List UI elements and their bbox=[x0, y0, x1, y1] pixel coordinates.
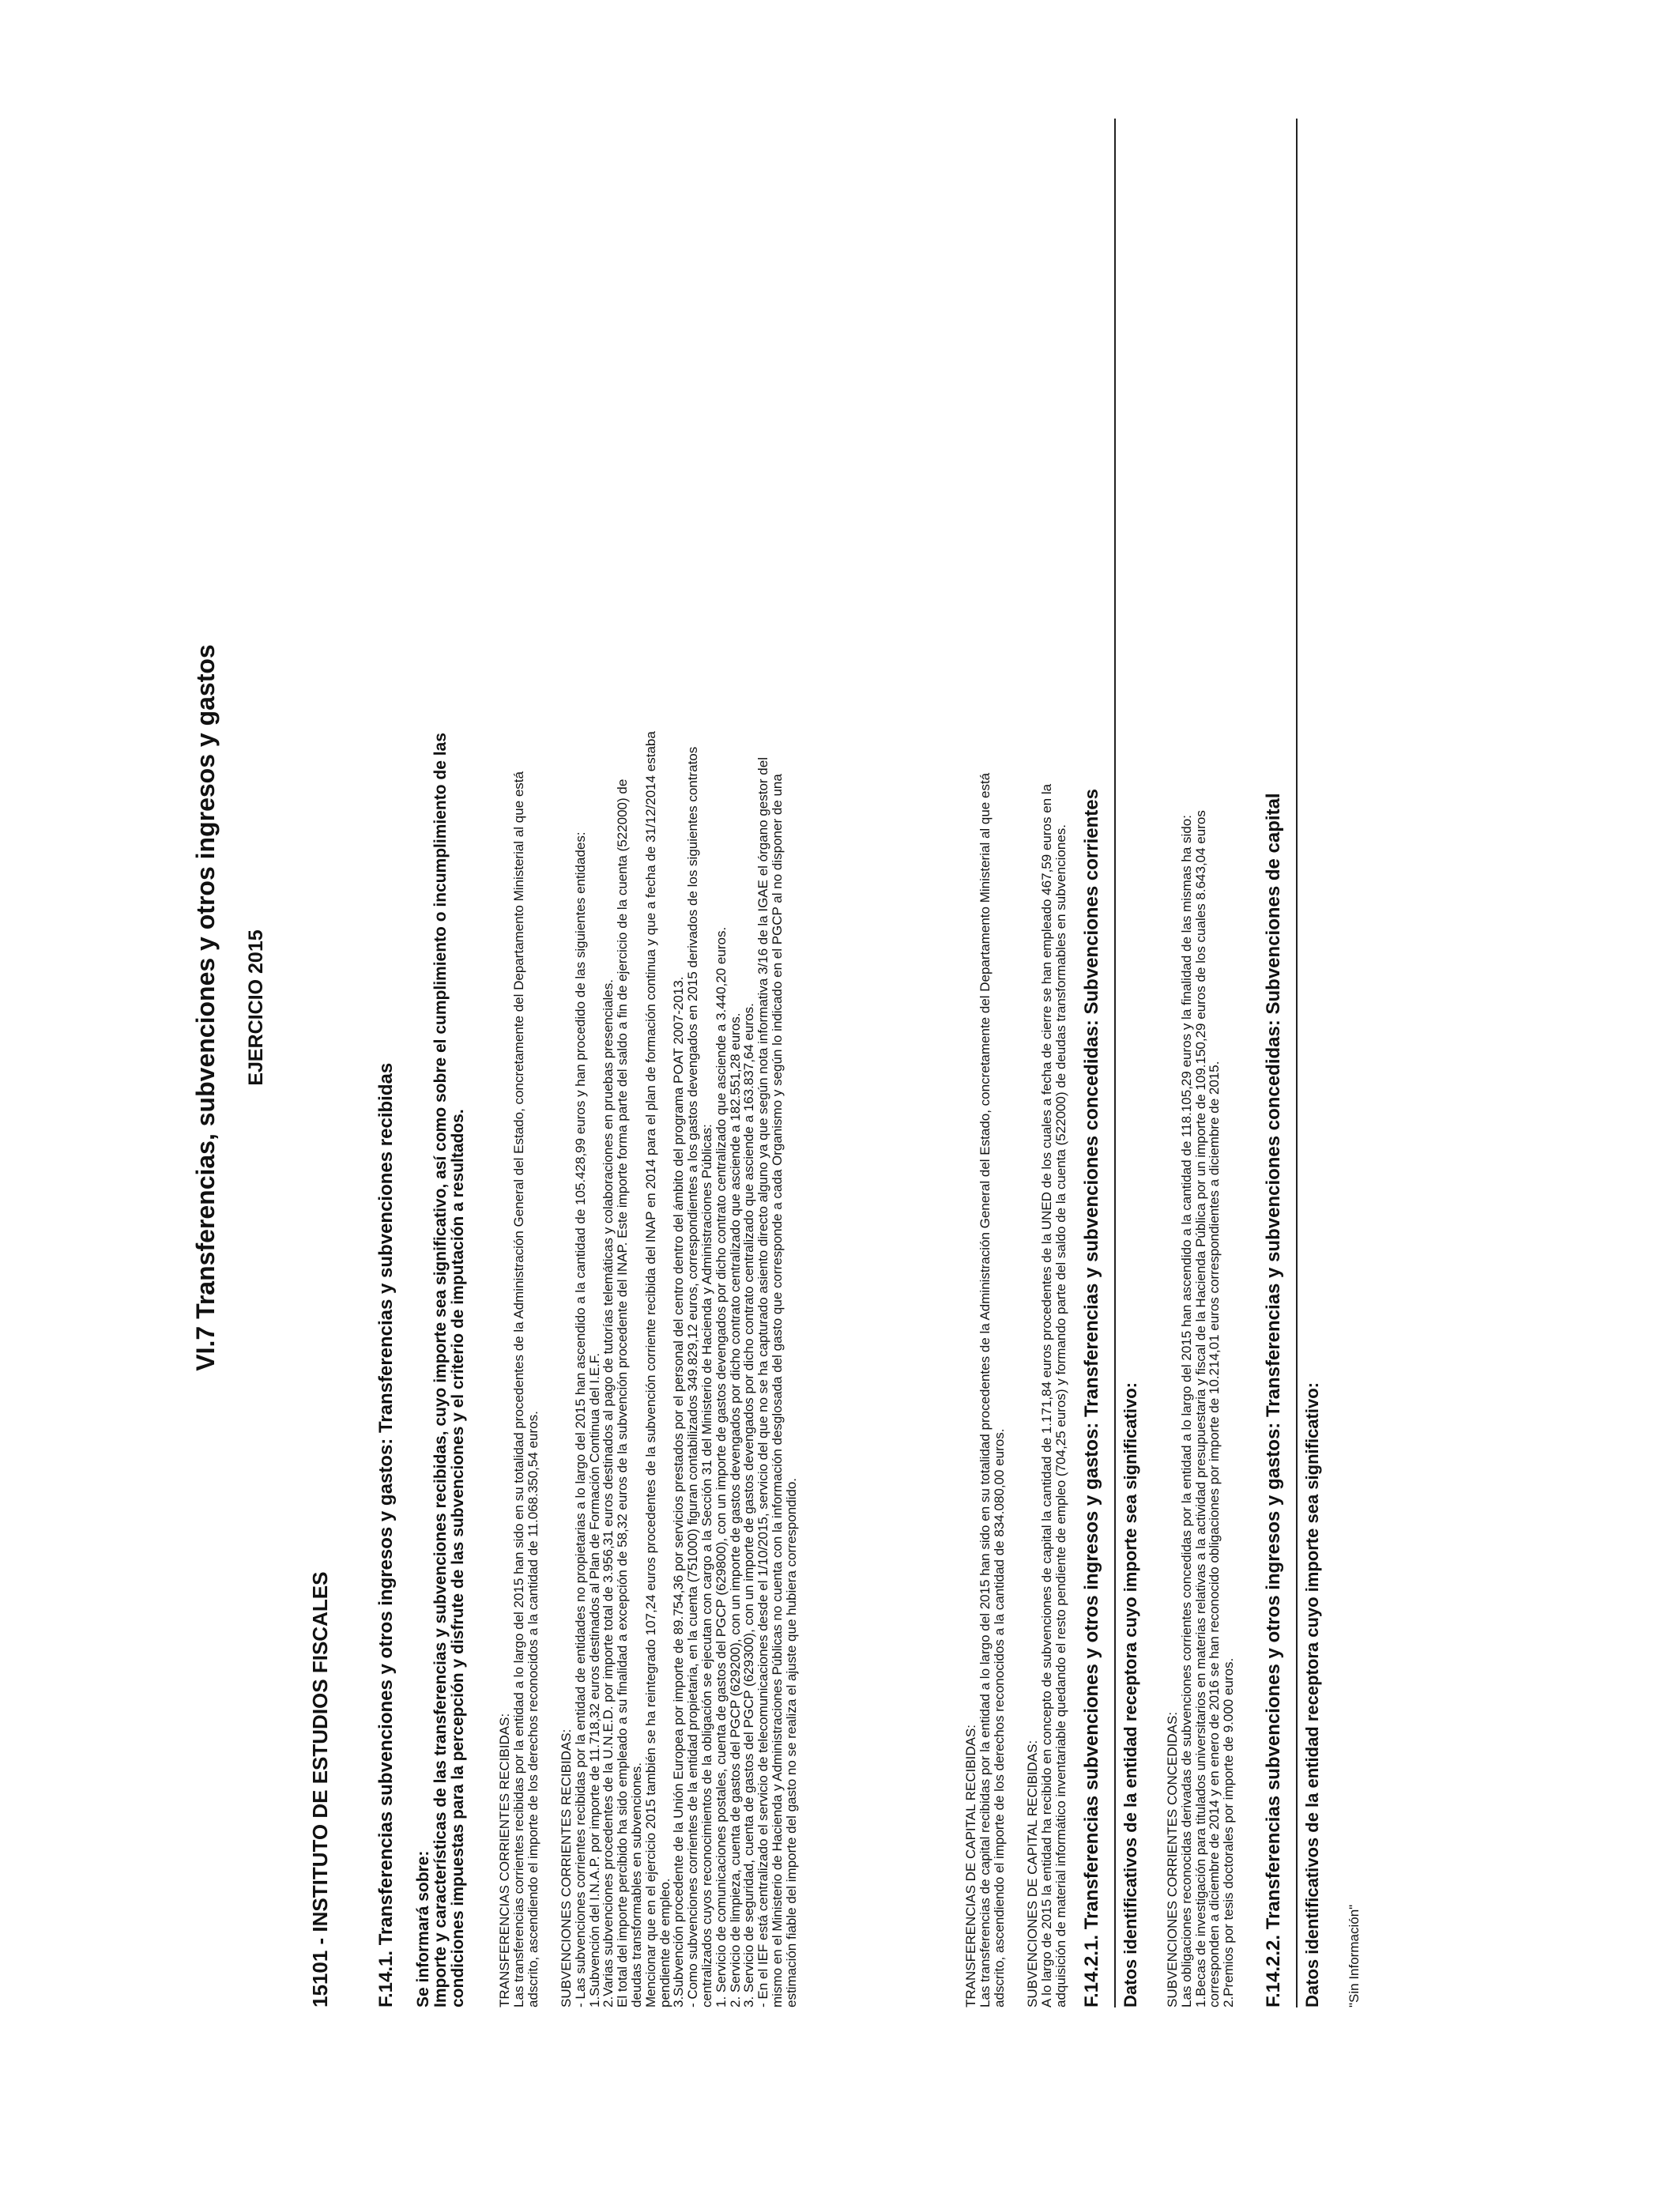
f1421-heading: F.14.2.1. Transferencias subvenciones y otros ingresos y gastos: Transferencias y subvenciones concedidas: Subvenciones corrientes bbox=[1081, 789, 1102, 2007]
inform-label: Se informará sobre: bbox=[414, 1850, 432, 2007]
inform-block bbox=[415, 103, 467, 2007]
entity-heading: 15101 - INSTITUTO DE ESTUDIOS FISCALES bbox=[308, 1571, 332, 2007]
scr-line: deudas transformables en subvenciones. bbox=[628, 1762, 644, 2007]
scr-label: SUBVENCIONES CORRIENTES RECIBIDAS: bbox=[559, 1728, 574, 2007]
scr-line: 2. Servicio de limpieza, cuenta de gastos del PGCP (629200), con un importe de gastos devengados por dicho contrato centralizado que asciende a 182.551,28 euros. bbox=[727, 1012, 743, 2007]
scr-line: - En el IEF está centralizado el servicio de telecomunicaciones desde el 1/10/2015, servicio del que no se ha capturado asiento directo alguno ya que según nota informativa 3/16 de la IGAE el órgano gestor del bbox=[755, 757, 771, 2007]
scr-line: mismo en el Ministerio de Hacienda y Administraciones Públicas no cuenta con la información desglosada del gasto que corresponde a cada Organismo y según lo indicado en el PGCP al no disponer de una bbox=[769, 774, 785, 2007]
scc-block bbox=[1166, 103, 1236, 2007]
tkr-label: TRANSFERENCIAS DE CAPITAL RECIBIDAS: bbox=[963, 1724, 978, 2007]
scr-line: estimación fiable del importe del gasto no se realiza el ajuste que hubiera correspondido. bbox=[783, 1477, 799, 2007]
rotated-page bbox=[158, 8, 1501, 2007]
ejercicio-label: EJERCICIO 2015 bbox=[245, 929, 267, 1086]
inform-line: Importe y características de las transferencias y subvenciones recibidas, cuyo importe sea significativo, así como sobre el cumplimiento o incumplimiento de las bbox=[431, 733, 450, 2007]
skr-text: adquisición de material informático inventariable quedando el resto pendiente de empleo (704,25 euros) y formando parte del saldo de la cuenta (522000) de deudas transformables en subvenciones. bbox=[1053, 824, 1068, 2007]
f141-heading: F.14.1. Transferencias subvenciones y otros ingresos y gastos: Transferencias y subvenciones recibidas bbox=[375, 1062, 397, 2007]
section-divider bbox=[1114, 119, 1116, 2007]
scr-line: 2.Varias subvenciones procedentes de la U.N.E.D. por importe total de 3.956,31 euros destinados al pago de tutorías telemáticas y colaboraciones en pruebas presenciales. bbox=[601, 979, 616, 2007]
skr-label: SUBVENCIONES DE CAPITAL RECIBIDAS: bbox=[1025, 1740, 1040, 2007]
scr-line: 3.Subvención procedente de la Unión Europea por importe de 89.754,36 por servicios prestados por el personal del centro dentro del ámbito del programa POAT 2007-2013. bbox=[671, 976, 687, 2007]
scr-line: Mencionar que en el ejercicio 2015 también se ha reintegrado 107,24 euros procedentes de la subvención corriente recibida del INAP en 2014 para el plan de formación continua y que a fecha de 31/12/2014 estaba bbox=[642, 731, 658, 2007]
scr-line: 1.Subvención del I.N.A.P. por importe de 11.718,32 euros destinados al Plan de Formación Continua del I.E.F. bbox=[586, 1352, 602, 2007]
tkr-block bbox=[964, 103, 1006, 2007]
tkr-text: adscrito, ascendiendo el importe de los derechos reconocidos a la cantidad de 834.080,00 euros. bbox=[991, 1428, 1007, 2007]
scr-line: centralizados cuyos reconocimientos de la obligación se ejecutan con cargo a la Sección 31 del Ministerio de Hacienda y Administraciones Públicas: bbox=[699, 1124, 714, 2007]
scr-line: El total del importe percibido ha sido empleado a su finalidad a excepción de 58,32 euros de la subvención procedente del INAP. Este importe forma parte del saldo a fin de ejercicio de la cuenta (522000) de bbox=[615, 778, 631, 2007]
sin-informacion: "Sin Información" bbox=[1347, 1904, 1362, 2007]
scr-line: 1. Servicio de comunicaciones postales, cuenta de gastos del PGCP (629800), con un importe de gastos devengados por dicho contrato centralizado que asciende a 3.440,20 euros. bbox=[713, 926, 729, 2007]
scc-line: 1.Becas de investigación para titulados universitarios en materias relativas a la actividad presupuestaria y fiscal de la Hacienda Pública por un importe de 109.150,29 euros de los cuales 8.643,04 euros bbox=[1192, 810, 1208, 2007]
scc-line: Las obligaciones reconocidas derivadas de subvenciones corrientes concedidas por la entidad a lo largo del 2015 han ascendido a la cantidad de 118.105,29 euros y la finalidad de las mismas ha sido: bbox=[1178, 815, 1194, 2007]
tkr-text: Las transferencias de capital recibidas por la entidad a lo largo del 2015 han sido en su totalidad procedentes de la Administración General del Estado, concretamente del Departamento Ministerial al que está bbox=[977, 772, 993, 2007]
section-divider bbox=[1296, 119, 1298, 2007]
skr-block bbox=[1026, 103, 1068, 2007]
f1421-datos-heading: Datos identificativos de la entidad receptora cuyo importe sea significativo: bbox=[1121, 1382, 1140, 2007]
inform-line: condiciones impuestas para la percepción y disfrute de las subvenciones y el criterio de imputación a resultados. bbox=[449, 1109, 467, 2007]
scr-line: - Las subvenciones corrientes recibidas por la entidad de entidades no propietarias a lo largo del 2015 han ascendido a la cantidad de 105.428,99 euros y han procedido de las siguientes entidades: bbox=[572, 831, 588, 2007]
tcr-block bbox=[498, 103, 540, 2007]
skr-text: A lo largo de 2015 la entidad ha recibido en concepto de subvenciones de capital la cantidad de 1.171,84 euros procedentes de la UNED de los cuales a fecha de cierre se han empleado 467,59 euros en la bbox=[1038, 783, 1054, 2007]
tcr-label: TRANSFERENCIAS CORRIENTES RECIBIDAS: bbox=[497, 1713, 512, 2007]
scc-line: corresponden a diciembre de 2014 y en enero de 2016 se han reconocido obligaciones por importe de 10.214,01 euros correspondientes a diciembre de 2015. bbox=[1207, 1061, 1222, 2007]
tcr-text: adscrito, ascendiendo el importe de los derechos reconocidos a la cantidad de 11.068.350,54 euros. bbox=[525, 1411, 541, 2007]
f1422-heading: F.14.2.2. Transferencias subvenciones y otros ingresos y gastos: Transferencias y subvenciones concedidas: Subvenciones de capital bbox=[1263, 793, 1284, 2007]
tcr-text: Las transferencias corrientes recibidas por la entidad a lo largo del 2015 han sido en su totalidad procedentes de la Administración General del Estado, concretamente del Departamento Ministerial al que está bbox=[510, 771, 526, 2007]
f1422-datos-heading: Datos identificativos de la entidad receptora cuyo importe sea significativo: bbox=[1302, 1382, 1322, 2007]
scr-line: - Como subvenciones corrientes de la entidad propietaria, en la cuenta (751000) figuran contabilizados 349.829,12 euros, correspondientes a los gastos devengados en 2015 derivados de los siguientes contratos bbox=[685, 746, 701, 2007]
scr-line: 3. Servicio de seguridad, cuenta de gastos del PGCP (629300), con un importe de gastos devengados por dicho contrato centralizado que asciende a 163.837,64 euros. bbox=[741, 1003, 757, 2007]
scc-label: SUBVENCIONES CORRIENTES CONCEDIDAS: bbox=[1165, 1711, 1180, 2007]
scc-line: 2.Premios por tesis doctorales por importe de 9.000 euros. bbox=[1221, 1657, 1237, 2007]
scr-block bbox=[559, 103, 799, 2007]
page-title: VI.7 Transferencias, subvenciones y otros ingresos y gastos bbox=[191, 644, 220, 1371]
scr-line: pendiente de empleo. bbox=[657, 1878, 672, 2007]
